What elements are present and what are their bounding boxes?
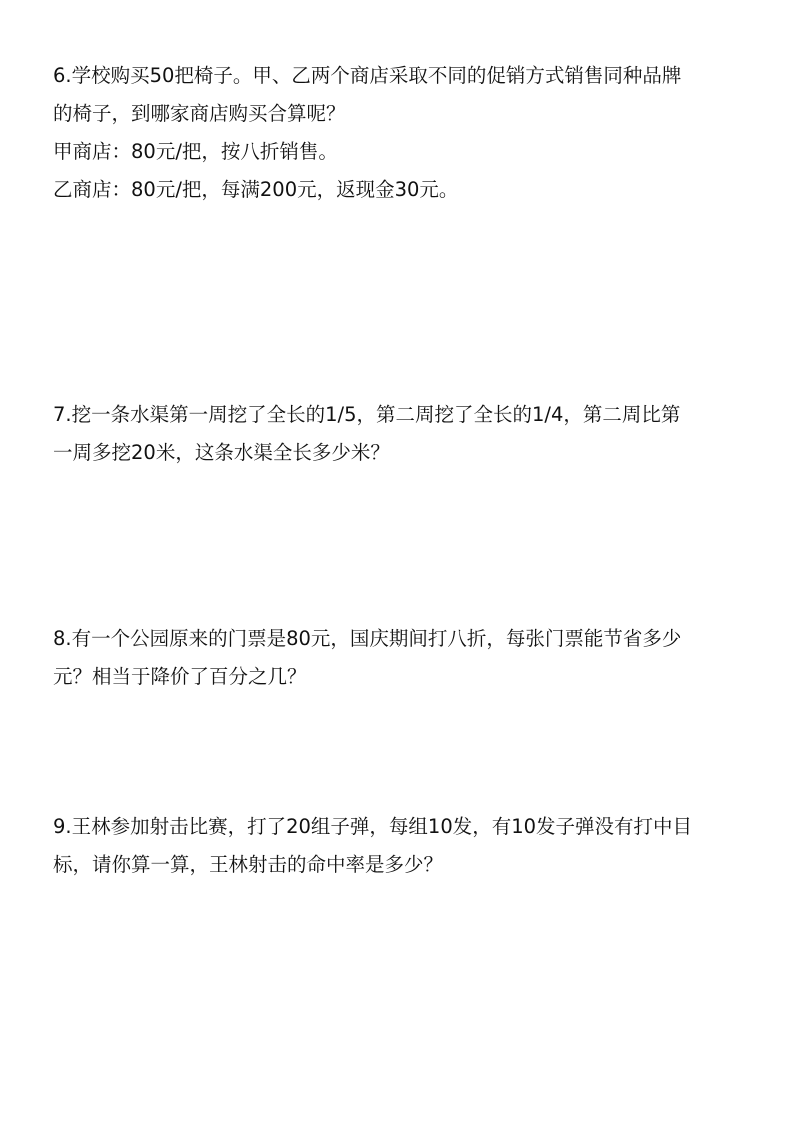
problem-6-line-2: 的椅子，到哪家商店购买合算呢？ [53,102,346,125]
problem-6-line-3: 甲商店：80元/把，按八折销售。 [53,140,338,163]
problem-8 [53,620,753,696]
problem-6-line-1: 6.学校购买50把椅子。甲、乙两个商店采取不同的促销方式销售同种品牌 [53,64,682,87]
problem-9 [53,808,753,884]
problem-8-line-2: 元？相当于降价了百分之几？ [53,665,307,688]
problem-7-line-1: 7.挖一条水渠第一周挖了全长的1/5，第二周挖了全长的1/4，第二周比第 [53,403,681,426]
problem-7-line-2: 一周多挖20米，这条水渠全长多少米？ [53,441,390,464]
problem-6-line-4: 乙商店：80元/把，每满200元，返现金30元。 [53,178,459,201]
problem-8-line-1: 8.有一个公园原来的门票是80元，国庆期间打八折，每张门票能节省多少 [53,627,682,650]
problem-6 [53,57,753,209]
problem-7 [53,396,753,472]
problem-9-line-1: 9.王林参加射击比赛，打了20组子弹，每组10发，有10发子弹没有打中目 [53,815,693,838]
problem-9-line-2: 标，请你算一算，王林射击的命中率是多少？ [53,853,444,876]
